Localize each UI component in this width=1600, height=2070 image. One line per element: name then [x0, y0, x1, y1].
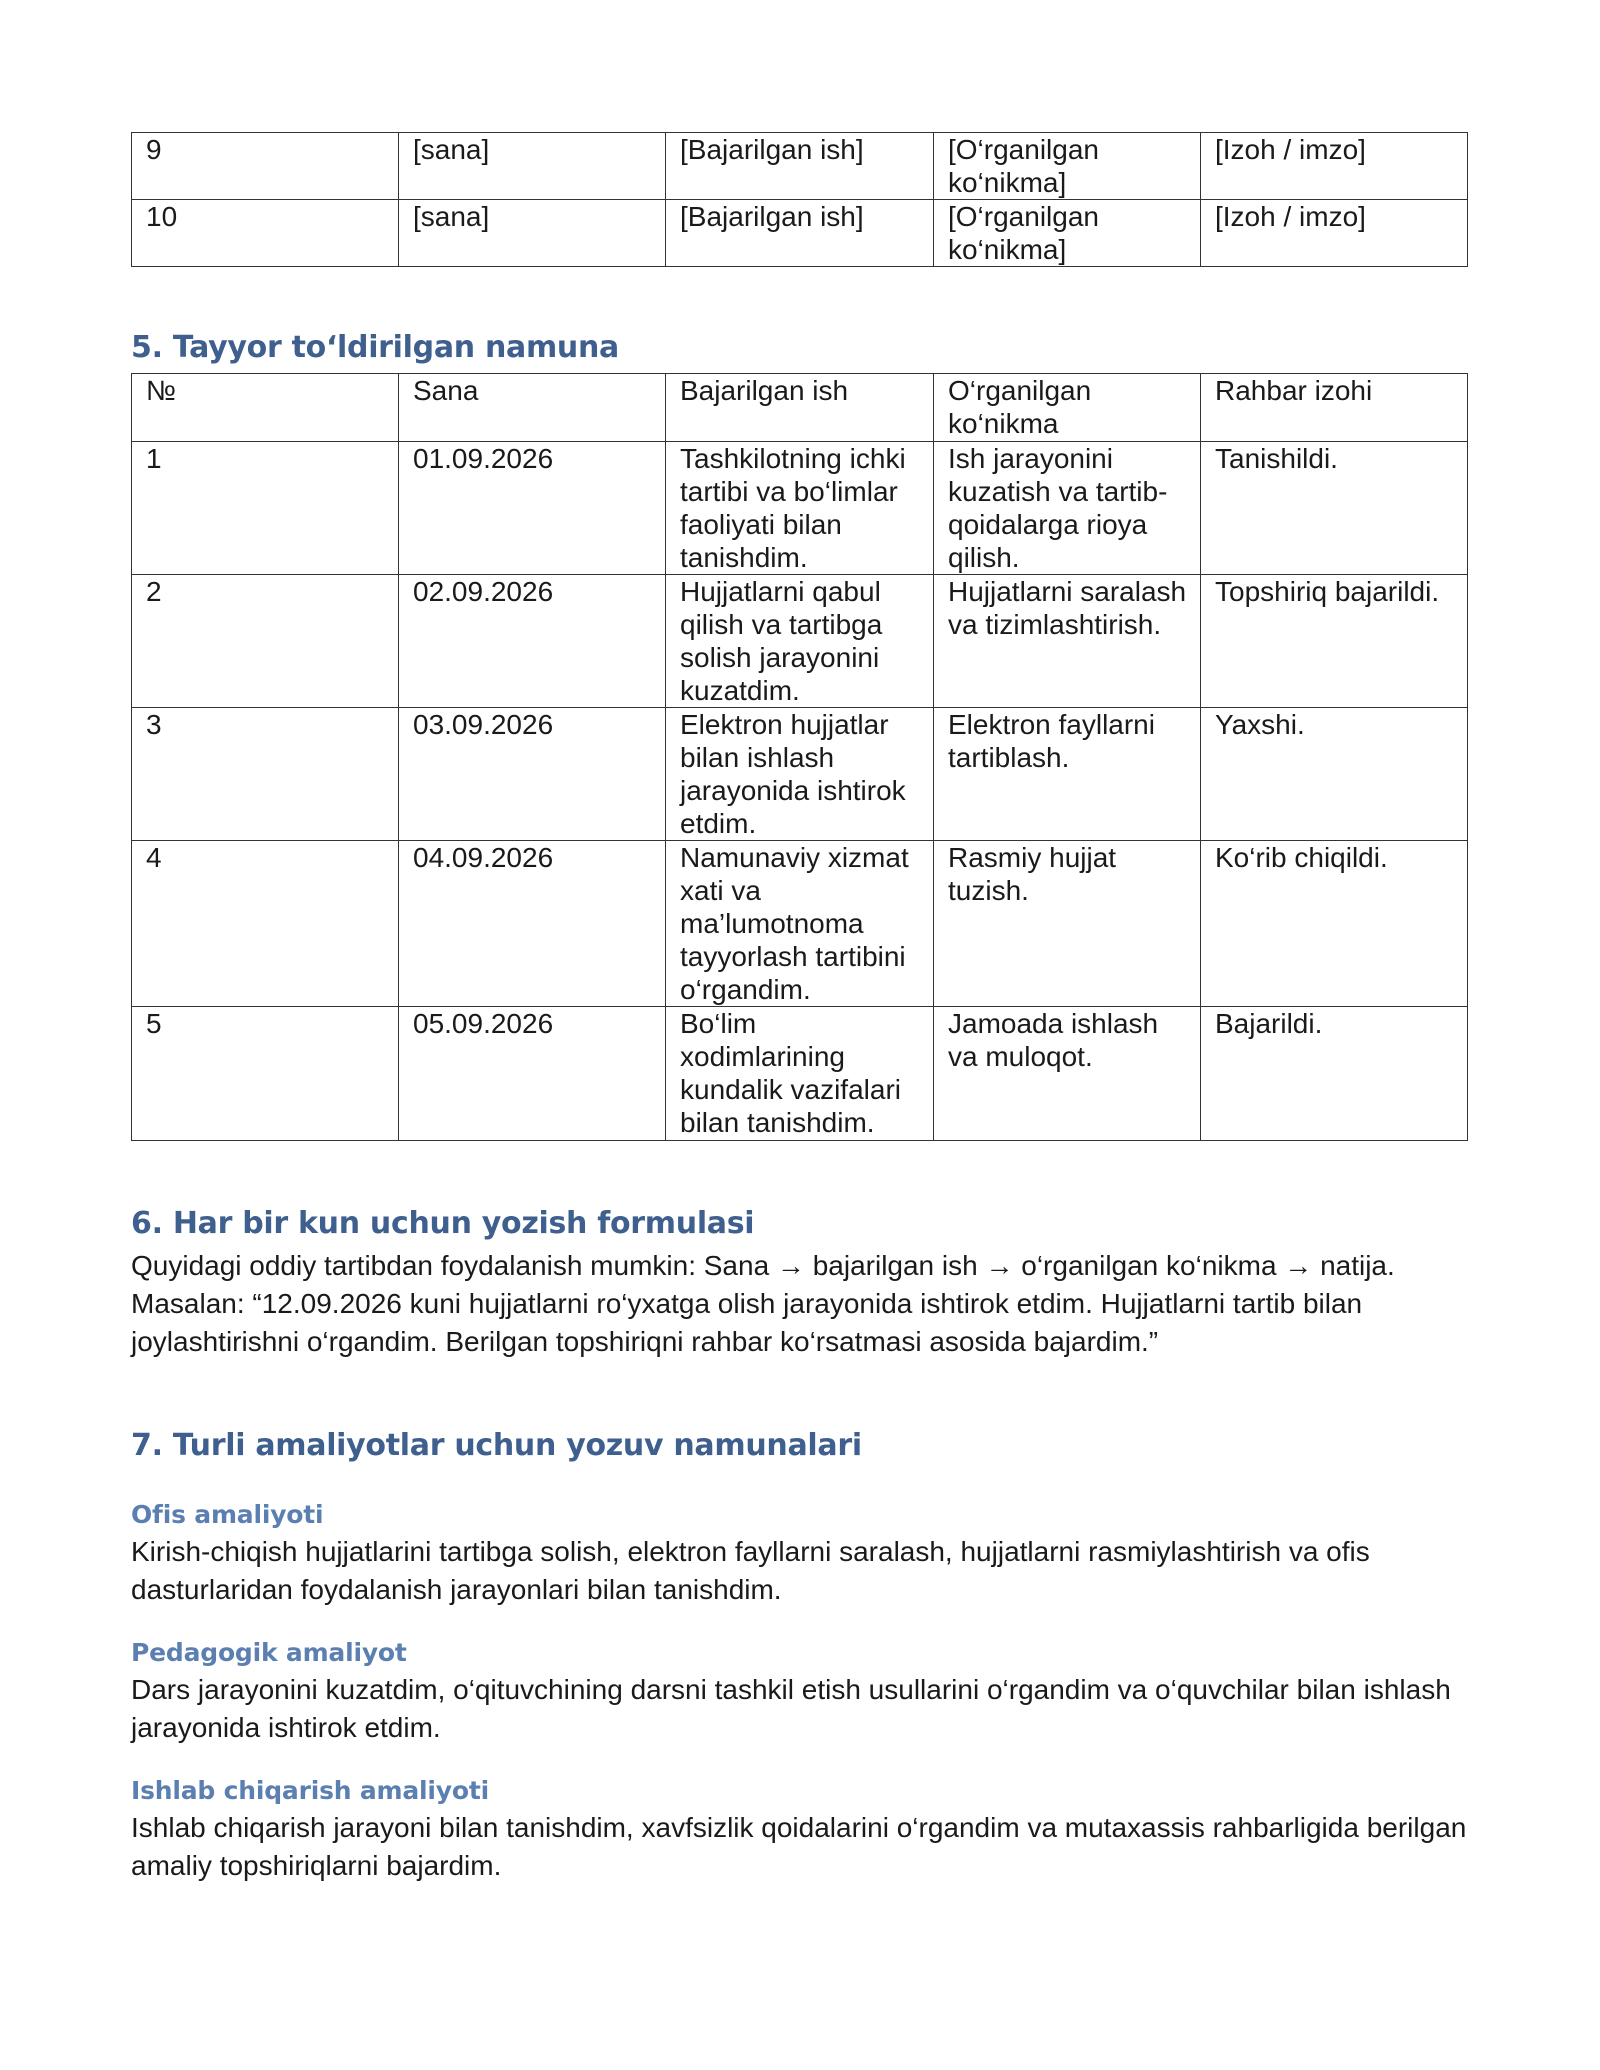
table-cell: [sana]: [399, 133, 666, 200]
header-cell: Rahbar izohi: [1201, 374, 1468, 442]
log-table-continued: [131, 132, 1468, 267]
table-cell: 04.09.2026: [399, 841, 666, 1007]
table-cell: 9: [132, 133, 399, 200]
table-cell: Yaxshi.: [1201, 708, 1468, 841]
table-cell: 03.09.2026: [399, 708, 666, 841]
table-cell: 02.09.2026: [399, 575, 666, 708]
section-6-heading: 6. Har bir kun uchun yozish formulasi: [131, 1206, 755, 1241]
table-cell: Ko‘rib chiqildi.: [1201, 841, 1468, 1007]
table-row: [132, 1007, 1468, 1141]
subsection-paragraph-production: Ishlab chiqarish jarayoni bilan tanishdim, xavfsizlik qoidalarini o‘rgandim va mutaxassis rahbarligida berilgan amaliy topshiriqlarni bajardim.: [131, 1812, 1467, 1881]
table-cell: Hujjatlarni saralash va tizimlashtirish.: [934, 575, 1201, 708]
table-row: [132, 133, 1468, 200]
subsection-paragraph-office: Kirish-chiqish hujjatlarini tartibga solish, elektron fayllarni saralash, hujjatlarni rasmiylashtirish va ofis dasturlaridan foydalanish jarayonlari bilan tanishdim.: [131, 1536, 1370, 1605]
section-7-heading: 7. Turli amaliyotlar uchun yozuv namunalari: [131, 1428, 862, 1463]
table-cell: 05.09.2026: [399, 1007, 666, 1141]
subsection-title-production: Ishlab chiqarish amaliyoti: [131, 1776, 489, 1805]
table-cell: [Bajarilgan ish]: [666, 200, 934, 267]
table-cell: Elektron hujjatlar bilan ishlash jarayonida ishtirok etdim.: [666, 708, 934, 841]
table-cell: 10: [132, 200, 399, 267]
table-cell: 01.09.2026: [399, 442, 666, 575]
document-page: [131, 132, 1467, 1885]
sample-filled-table: [131, 373, 1468, 1141]
table-cell: Jamoada ishlash va muloqot.: [934, 1007, 1201, 1141]
table-cell: Tashkilotning ichki tartibi va bo‘limlar faoliyati bilan tanishdim.: [666, 442, 934, 575]
header-cell: Bajarilgan ish: [666, 374, 934, 442]
table-cell: 1: [132, 442, 399, 575]
table-cell: [O‘rganilgan ko‘nikma]: [934, 200, 1201, 267]
table-cell: Elektron fayllarni tartiblash.: [934, 708, 1201, 841]
table-cell: Topshiriq bajarildi.: [1201, 575, 1468, 708]
table-cell: [Izoh / imzo]: [1201, 200, 1468, 267]
table-row: [132, 200, 1468, 267]
table-row: [132, 575, 1468, 708]
table-cell: [Bajarilgan ish]: [666, 133, 934, 200]
header-cell: O‘rganilgan ko‘nikma: [934, 374, 1201, 442]
subsection-title-pedagogical: Pedagogik amaliyot: [131, 1638, 407, 1667]
section-6-paragraph: Quyidagi oddiy tartibdan foydalanish mumkin: Sana → bajarilgan ish → o‘rganilgan ko‘nikma → natija. Masalan: “12.09.2026 kuni hujjatlarni ro‘yxatga olish jarayonida ishtirok etdim. Hujjatlarni tartib bilan joylashtirishni o‘rgandim. Berilgan topshiriqni rahbar ko‘rsatmasi asosida bajardim.”: [131, 1250, 1395, 1357]
header-cell: Sana: [399, 374, 666, 442]
table-cell: 3: [132, 708, 399, 841]
subsection-paragraph-pedagogical: Dars jarayonini kuzatdim, o‘qituvchining darsni tashkil etish usullarini o‘rgandim va o‘quvchilar bilan ishlash jarayonida ishtirok etdim.: [131, 1674, 1451, 1743]
table-cell: Namunaviy xizmat xati va ma’lumotnoma tayyorlash tartibini o‘rgandim.: [666, 841, 934, 1007]
table-cell: 4: [132, 841, 399, 1007]
table-header-row: [132, 374, 1468, 442]
table-cell: Bo‘lim xodimlarining kundalik vazifalari bilan tanishdim.: [666, 1007, 934, 1141]
table-cell: Rasmiy hujjat tuzish.: [934, 841, 1201, 1007]
table-cell: 5: [132, 1007, 399, 1141]
table-cell: Bajarildi.: [1201, 1007, 1468, 1141]
table-row: [132, 442, 1468, 575]
table-cell: Hujjatlarni qabul qilish va tartibga solish jarayonini kuzatdim.: [666, 575, 934, 708]
table-cell: [sana]: [399, 200, 666, 267]
table-cell: [O‘rganilgan ko‘nikma]: [934, 133, 1201, 200]
subsection-title-office: Ofis amaliyoti: [131, 1500, 324, 1529]
table-row: [132, 708, 1468, 841]
header-cell: №: [132, 374, 399, 442]
table-cell: Ish jarayonini kuzatish va tartib-qoidalarga rioya qilish.: [934, 442, 1201, 575]
table-cell: Tanishildi.: [1201, 442, 1468, 575]
table-row: [132, 841, 1468, 1007]
section-5-heading: 5. Tayyor to‘ldirilgan namuna: [131, 330, 619, 365]
table-cell: [Izoh / imzo]: [1201, 133, 1468, 200]
table-cell: 2: [132, 575, 399, 708]
